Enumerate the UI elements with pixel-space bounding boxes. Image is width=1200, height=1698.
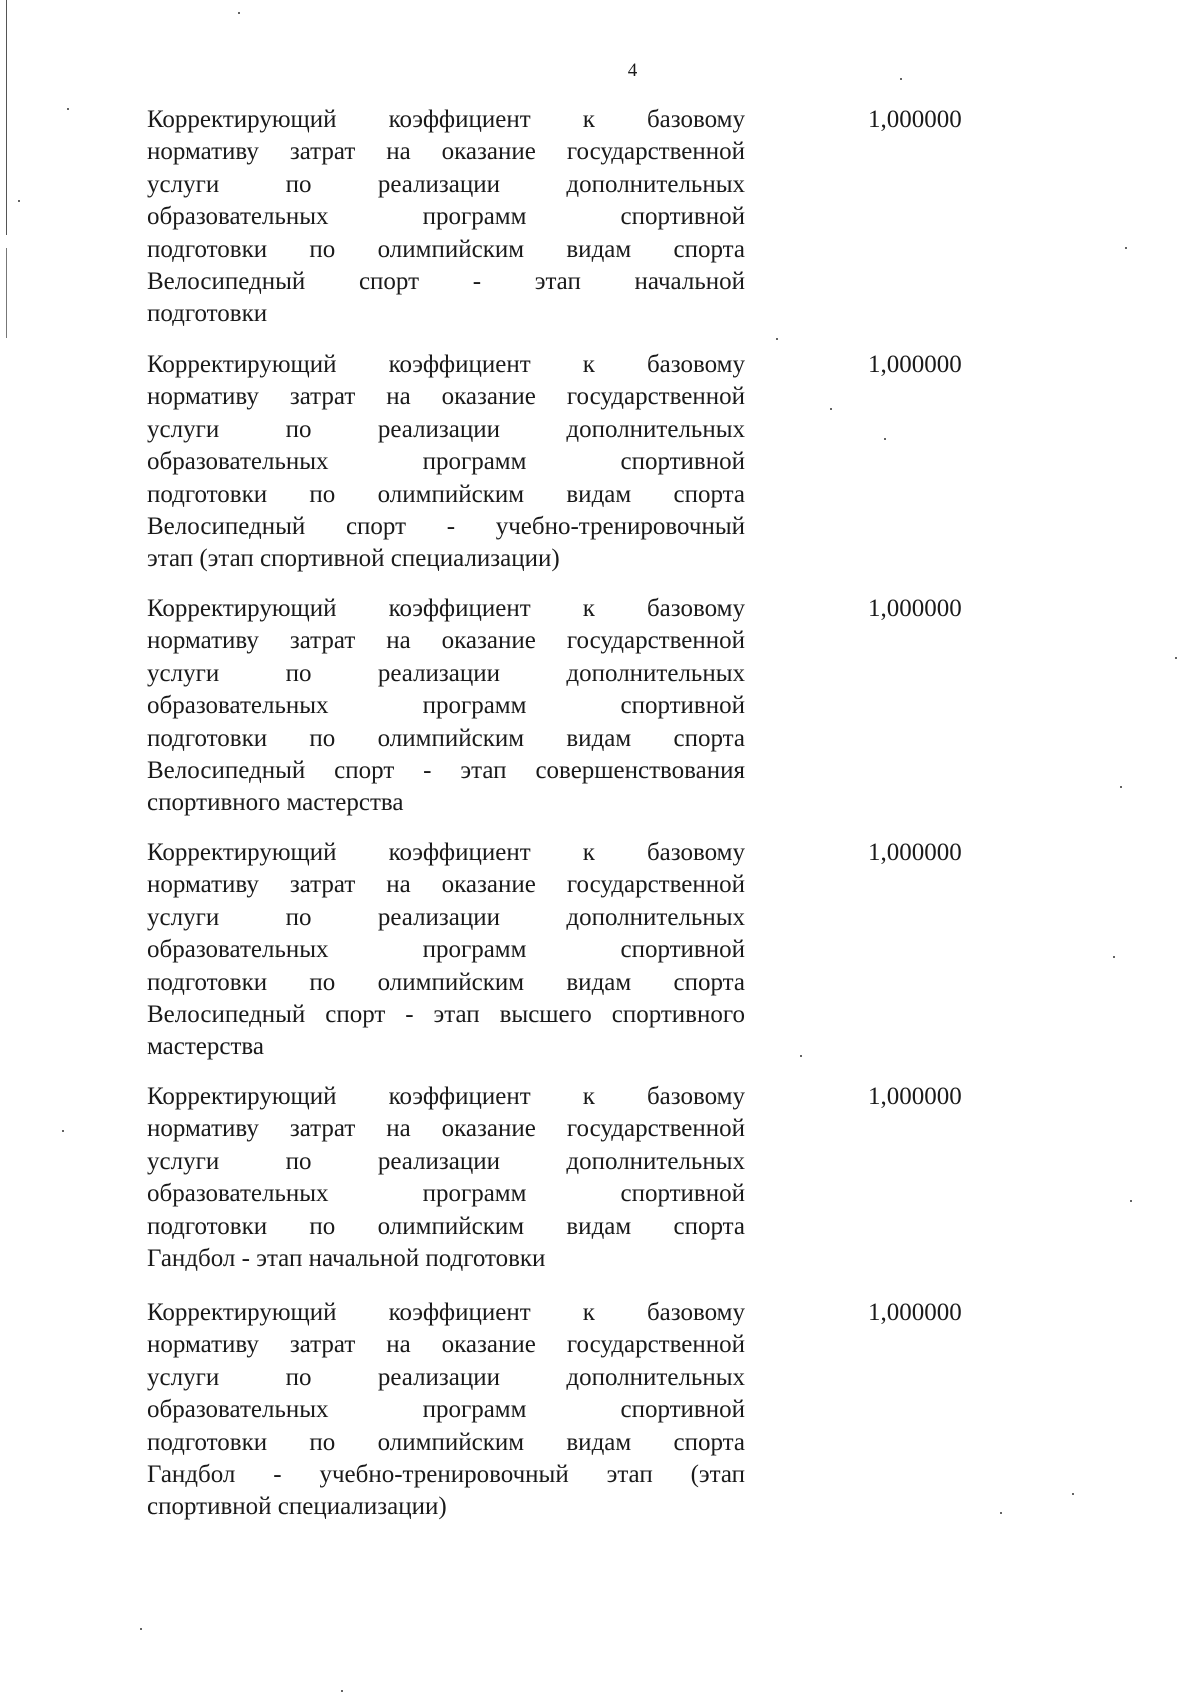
scan-speck [776, 338, 778, 340]
scan-speck [62, 1130, 64, 1132]
entry-description-line: спортивной специализации) [147, 1493, 447, 1521]
entry-description-line: подготовки по олимпийским видам спорта [147, 724, 745, 752]
scan-speck [1000, 1512, 1002, 1514]
entry-description-line: этап (этап спортивной специализации) [147, 545, 560, 573]
scan-speck [1120, 786, 1122, 788]
coefficient-entry [0, 349, 1200, 573]
entry-description-line: Корректирующий коэффициент к базовому [147, 1083, 745, 1110]
entry-description [147, 349, 745, 576]
coefficient-value: 1,000000 [868, 351, 962, 378]
entry-description-line: Корректирующий коэффициент к базовому [147, 351, 745, 378]
entry-description-line: Корректирующий коэффициент к базовому [147, 595, 745, 622]
entry-description-line: услуги по реализации дополнительных [147, 1147, 745, 1175]
entry-description-line: Велосипедный спорт - этап начальной [147, 268, 745, 296]
scan-speck [1113, 956, 1115, 958]
entry-description-line: услуги по реализации дополнительных [147, 1363, 745, 1391]
entry-description-line: услуги по реализации дополнительных [147, 415, 745, 443]
coefficient-entry [0, 837, 1200, 1061]
entry-description [147, 837, 745, 1064]
coefficient-entry [0, 1081, 1200, 1301]
entry-description-line: образовательных программ спортивной [147, 448, 745, 476]
entry-description [147, 593, 745, 820]
entry-description-line: Гандбол - этап начальной подготовки [147, 1245, 546, 1273]
scan-speck [1130, 1200, 1132, 1202]
entry-description-line: подготовки по олимпийским видам спорта [147, 235, 745, 263]
entry-description-line: образовательных программ спортивной [147, 1180, 745, 1208]
entry-description-line: Корректирующий коэффициент к базовому [147, 839, 745, 866]
entry-description-line: Велосипедный спорт - этап совершенствования [147, 757, 745, 785]
scan-speck [18, 200, 20, 202]
entry-description-line: подготовки по олимпийским видам спорта [147, 1428, 745, 1456]
scan-speck [238, 12, 240, 14]
entry-description-line: услуги по реализации дополнительных [147, 659, 745, 687]
entry-description-line: подготовки по олимпийским видам спорта [147, 480, 745, 508]
entry-description [147, 1081, 745, 1275]
entry-description-line: образовательных программ спортивной [147, 203, 745, 231]
entry-description [147, 104, 745, 331]
entry-description-line: Велосипедный спорт - этап высшего спортивного [147, 1001, 745, 1029]
entry-description-line: нормативу затрат на оказание государственной [147, 1115, 745, 1143]
scan-speck [67, 108, 69, 110]
scan-speck [1125, 247, 1127, 249]
entry-description-line: спортивного мастерства [147, 789, 404, 817]
entry-description-line: нормативу затрат на оказание государственной [147, 627, 745, 655]
entry-description-line: Корректирующий коэффициент к базовому [147, 1299, 745, 1326]
entry-description-line: подготовки по олимпийским видам спорта [147, 1212, 745, 1240]
coefficient-entry [0, 1297, 1200, 1521]
scan-speck [1175, 657, 1177, 659]
coefficient-entry [0, 104, 1200, 328]
scan-speck [900, 78, 902, 80]
scan-speck [830, 408, 832, 410]
entry-description-line: нормативу затрат на оказание государственной [147, 871, 745, 899]
scan-speck [800, 1055, 802, 1057]
entry-description-line: мастерства [147, 1033, 264, 1061]
entry-description-line: подготовки [147, 300, 268, 328]
coefficient-entry [0, 593, 1200, 817]
scan-speck [884, 438, 886, 440]
entry-description-line: подготовки по олимпийским видам спорта [147, 968, 745, 996]
scan-speck [140, 1628, 142, 1630]
entry-description-line: образовательных программ спортивной [147, 692, 745, 720]
entry-description-line: нормативу затрат на оказание государственной [147, 383, 745, 411]
coefficient-value: 1,000000 [868, 595, 962, 622]
entry-description-line: образовательных программ спортивной [147, 936, 745, 964]
coefficient-value: 1,000000 [868, 1299, 962, 1326]
entry-description-line: услуги по реализации дополнительных [147, 170, 745, 198]
entry-description-line: образовательных программ спортивной [147, 1396, 745, 1424]
entry-description-line: Велосипедный спорт - учебно-тренировочный [147, 513, 745, 541]
entry-description-line: Корректирующий коэффициент к базовому [147, 106, 745, 133]
coefficient-value: 1,000000 [868, 1083, 962, 1110]
entry-description-line: нормативу затрат на оказание государственной [147, 138, 745, 166]
page-number: 4 [627, 60, 638, 81]
scan-speck [341, 1690, 343, 1692]
entry-description-line: нормативу затрат на оказание государственной [147, 1331, 745, 1359]
entry-description [147, 1297, 745, 1524]
coefficient-value: 1,000000 [868, 106, 962, 133]
entry-description-line: услуги по реализации дополнительных [147, 903, 745, 931]
scan-speck [1072, 1493, 1074, 1495]
coefficient-value: 1,000000 [868, 839, 962, 866]
entry-description-line: Гандбол - учебно-тренировочный этап (этап [147, 1461, 745, 1489]
